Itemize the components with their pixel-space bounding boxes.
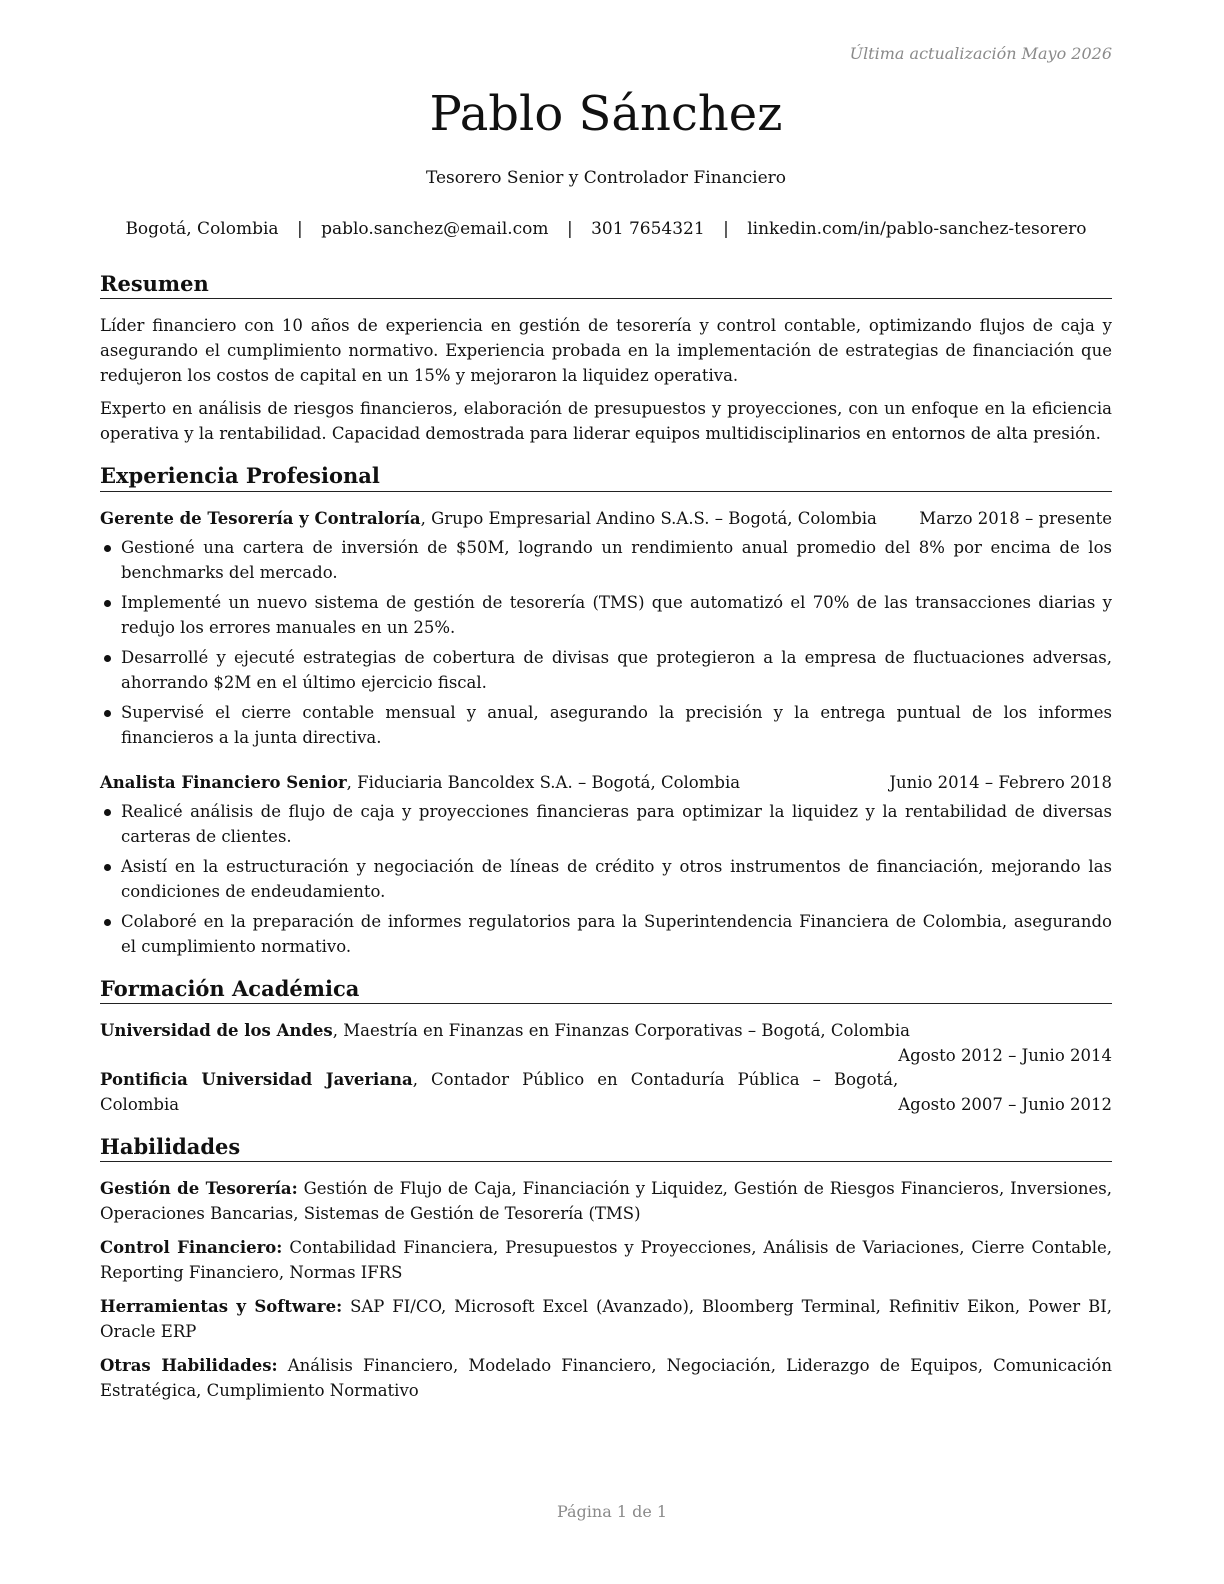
skill-group bbox=[100, 1176, 1112, 1226]
summary-paragraph: Experto en análisis de riesgos financieros, elaboración de presupuestos y proyecciones, con un enfoque en la eficiencia operativa y la rentabilidad. Capacidad demostrada para liderar equipos multidisciplinarios en entornos de alta presión. bbox=[100, 399, 1112, 444]
contact-separator: | bbox=[723, 219, 729, 239]
job-entry bbox=[100, 506, 1112, 750]
job-role: Gerente de Tesorería y Contraloría bbox=[100, 508, 421, 528]
education-entry bbox=[100, 1067, 1112, 1117]
skill-label: Otras Habilidades: bbox=[100, 1356, 278, 1376]
list-item: Desarrollé y ejecuté estrategias de cobertura de divisas que protegieron a la empresa de fluctuaciones adversas, ahorrando $2M en el último ejercicio fiscal. bbox=[100, 645, 1112, 695]
list-item: Gestioné una cartera de inversión de $50M, logrando un rendimiento anual promedio del 8% por encima de los benchmarks del mercado. bbox=[100, 535, 1112, 585]
section-heading: Habilidades bbox=[100, 1133, 1112, 1162]
skill-label: Control Financiero: bbox=[100, 1238, 283, 1258]
summary-paragraph: Líder financiero con 10 años de experiencia en gestión de tesorería y control contable, optimizando flujos de caja y asegurando el cumplimiento normativo. Experiencia probada en la implementación de estrategias de financiación que redujeron los costos de capital en un 15% y mejoraron la liquidez operativa. bbox=[100, 316, 1112, 386]
skill-items: Análisis Financiero, Modelado Financiero, Negociación, Liderazgo de Equipos, Comunicación Estratégica, Cumplimiento Normativo bbox=[100, 1356, 1112, 1401]
job-dates: Junio 2014 – Febrero 2018 bbox=[889, 772, 1112, 792]
job-entry bbox=[100, 770, 1112, 959]
job-dates: Marzo 2018 – presente bbox=[919, 508, 1112, 528]
contact-linkedin[interactable]: linkedin.com/in/pablo-sanchez-tesorero bbox=[747, 219, 1087, 239]
experience-section bbox=[100, 462, 1112, 958]
education-entry bbox=[100, 1018, 1112, 1065]
skill-group bbox=[100, 1353, 1112, 1403]
candidate-name: Pablo Sánchez bbox=[429, 86, 783, 142]
education-school: Universidad de los Andes bbox=[100, 1020, 333, 1040]
job-header bbox=[100, 506, 1112, 531]
job-title-line bbox=[100, 506, 877, 531]
skill-items: Contabilidad Financiera, Presupuestos y Proyecciones, Análisis de Variaciones, Cierre Contable, Reporting Financiero, Normas IFRS bbox=[100, 1238, 1112, 1283]
skills-section bbox=[100, 1133, 1112, 1403]
list-item: Colaboré en la preparación de informes regulatorios para la Superintendencia Financiera de Colombia, asegurando el cumplimiento normativo. bbox=[100, 909, 1112, 959]
summary-section bbox=[100, 270, 1112, 446]
list-item: Realicé análisis de flujo de caja y proyecciones financieras para optimizar la liquidez y la rentabilidad de diversas carteras de clientes. bbox=[100, 799, 1112, 849]
job-title-line bbox=[100, 770, 740, 795]
list-item: Implementé un nuevo sistema de gestión de tesorería (TMS) que automatizó el 70% de las transacciones diarias y redujo los errores manuales en un 25%. bbox=[100, 590, 1112, 640]
job-company: , Grupo Empresarial Andino S.A.S. – Bogotá, Colombia bbox=[420, 508, 877, 528]
job-role: Analista Financiero Senior bbox=[100, 772, 347, 792]
job-header bbox=[100, 770, 1112, 795]
list-item: Supervisé el cierre contable mensual y anual, asegurando la precisión y la entrega puntual de los informes financieros a la junta directiva. bbox=[100, 700, 1112, 750]
resume-content bbox=[100, 270, 1112, 1419]
contact-phone: 301 7654321 bbox=[591, 219, 705, 239]
skill-group bbox=[100, 1294, 1112, 1344]
education-dates: Agosto 2007 – Junio 2012 bbox=[898, 1094, 1112, 1114]
education-dates: Agosto 2012 – Junio 2014 bbox=[898, 1045, 1112, 1065]
education-section bbox=[100, 975, 1112, 1117]
page-number: Página 1 de 1 bbox=[556, 1502, 668, 1521]
education-school: Pontificia Universidad Javeriana bbox=[100, 1069, 413, 1089]
job-company: , Fiduciaria Bancoldex S.A. – Bogotá, Colombia bbox=[346, 772, 741, 792]
skill-label: Herramientas y Software: bbox=[100, 1297, 343, 1317]
contact-email[interactable]: pablo.sanchez@email.com bbox=[321, 219, 549, 239]
education-details: , Maestría en Finanzas en Finanzas Corporativas – Bogotá, Colombia bbox=[332, 1020, 910, 1040]
section-heading: Resumen bbox=[100, 270, 1112, 299]
skill-group bbox=[100, 1235, 1112, 1285]
contact-line bbox=[100, 219, 1112, 239]
last-updated: Última actualización Mayo 2026 bbox=[849, 44, 1112, 63]
skill-items: Gestión de Flujo de Caja, Financiación y Liquidez, Gestión de Riesgos Financieros, Inversiones, Operaciones Bancarias, Sistemas de Gestión de Tesorería (TMS) bbox=[100, 1179, 1112, 1224]
contact-separator: | bbox=[296, 219, 303, 239]
list-item: Asistí en la estructuración y negociación de líneas de crédito y otros instrumentos de financiación, mejorando las condiciones de endeudamiento. bbox=[100, 854, 1112, 904]
skill-label: Gestión de Tesorería: bbox=[100, 1179, 298, 1199]
skill-items: SAP FI/CO, Microsoft Excel (Avanzado), Bloomberg Terminal, Refinitiv Eikon, Power BI, Oracle ERP bbox=[100, 1297, 1112, 1342]
candidate-title: Tesorero Senior y Controlador Financiero bbox=[425, 168, 787, 188]
contact-separator: | bbox=[566, 219, 573, 239]
section-heading: Formación Académica bbox=[100, 975, 1112, 1004]
job-bullets bbox=[100, 535, 1112, 750]
job-bullets bbox=[100, 799, 1112, 959]
section-heading: Experiencia Profesional bbox=[100, 462, 1112, 491]
education-details: , Contador Público en Contaduría Pública – Bogotá, Colombia bbox=[100, 1069, 899, 1114]
contact-location: Bogotá, Colombia bbox=[125, 219, 279, 239]
